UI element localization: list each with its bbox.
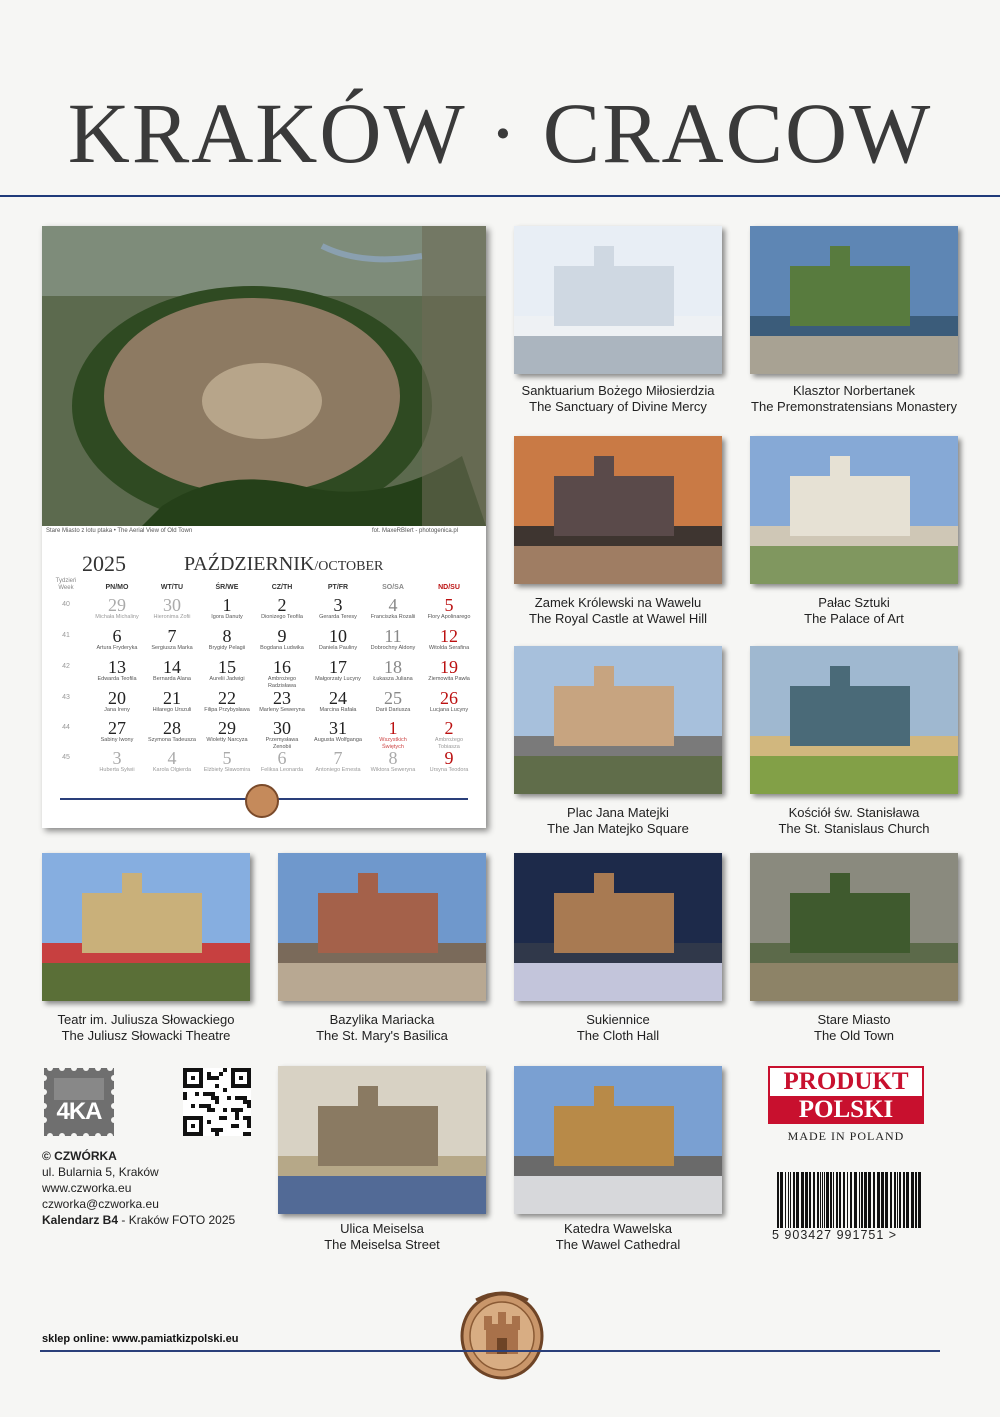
day-number: 12 <box>440 626 458 646</box>
publisher-name: © CZWÓRKA <box>42 1149 117 1163</box>
caption-english: The Royal Castle at Wawel Hill <box>529 611 707 626</box>
photo-caption <box>262 1221 502 1253</box>
name-day: Sabiny Iwony <box>100 737 134 743</box>
caption-english: The Cloth Hall <box>576 1028 660 1043</box>
photo-credit: fot. MaxeRBIert - photogenica.pl <box>372 528 459 534</box>
calendar-day <box>202 689 252 714</box>
dow-pn-mo: PN/MO <box>105 584 129 591</box>
publisher-logo <box>44 1068 114 1136</box>
photo-4 <box>750 436 958 584</box>
dow-so-sa: SO/SA <box>382 584 404 591</box>
calendar-day <box>147 627 197 652</box>
day-number: 9 <box>277 626 287 646</box>
dow-cz-th: CZ/TH <box>271 584 293 591</box>
publisher-address: ul. Bularnia 5, Kraków <box>42 1165 159 1179</box>
day-number: 14 <box>163 657 181 677</box>
photo-caption <box>734 1012 974 1044</box>
calendar-day <box>92 627 142 652</box>
qr-code[interactable] <box>183 1068 251 1136</box>
page-title: KRAKÓW · CRACOW <box>67 85 933 181</box>
photo-caption: Stare Miasto z lotu ptaka • The Aerial View of Old Town <box>46 528 193 534</box>
day-number: 2 <box>444 718 454 738</box>
calendar-day <box>202 596 252 621</box>
name-day: Igora Danuty <box>211 614 243 620</box>
photo-caption <box>26 1012 266 1044</box>
caption-english: The Wawel Cathedral <box>555 1237 681 1252</box>
name-day: Małgorzaty Lucyny <box>315 676 361 682</box>
name-day: Wiktora Seweryna <box>370 767 416 773</box>
calendar-day <box>147 658 197 683</box>
badge-line-3: MADE IN POLAND <box>787 1129 905 1143</box>
day-number: 11 <box>384 626 402 646</box>
caption-english: The Sanctuary of Divine Mercy <box>529 399 707 414</box>
day-number: 5 <box>444 595 454 615</box>
calendar-day <box>368 627 418 652</box>
calendar-day <box>92 596 142 621</box>
aerial-old-town-photo <box>42 226 486 526</box>
name-day: Gerarda Teresy <box>319 614 357 620</box>
footer-divider <box>40 1350 940 1352</box>
calendar-day <box>424 719 474 750</box>
caption-polish: Sukiennice <box>586 1012 650 1027</box>
day-number: 24 <box>329 688 347 708</box>
name-day: Elżbiety Sławomira <box>203 767 251 773</box>
product-title: - Kraków FOTO 2025 <box>118 1213 236 1227</box>
barcode-number: 5 903427 991751 > <box>772 1228 898 1242</box>
calendar-day <box>147 689 197 714</box>
name-day: Dobrochny Aldony <box>370 645 416 651</box>
photo-caption <box>734 805 974 837</box>
caption-english: The St. Stanislaus Church <box>778 821 930 836</box>
badge-line-2: POLSKI <box>768 1096 924 1124</box>
calendar-day <box>257 719 307 750</box>
day-number: 5 <box>222 748 232 768</box>
caption-english: The St. Mary's Basilica <box>316 1028 448 1043</box>
crest-icon <box>245 784 279 818</box>
calendar-day <box>368 658 418 683</box>
calendar-day <box>313 689 363 714</box>
day-number: 27 <box>108 718 126 738</box>
photo-caption <box>498 1012 738 1044</box>
calendar-day <box>202 658 252 683</box>
photo-caption <box>498 1221 738 1253</box>
calendar-year: 2025 <box>82 551 126 576</box>
dow-śr-we: ŚR/WE <box>215 584 239 591</box>
name-day: Darii Dariusza <box>375 707 411 713</box>
shop-online-link[interactable]: sklep online: www.pamiatkizpolski.eu <box>42 1333 239 1345</box>
photo-2 <box>750 226 958 374</box>
day-number: 30 <box>273 718 291 738</box>
calendar-day <box>257 596 307 621</box>
photo-5 <box>514 646 722 794</box>
publisher-email[interactable]: czworka@czworka.eu <box>42 1197 159 1211</box>
photo-caption <box>262 1012 502 1044</box>
day-number: 3 <box>333 595 343 615</box>
name-day: Marleny Seweryna <box>259 707 305 713</box>
dow-nd-su: ND/SU <box>438 584 460 591</box>
day-number: 8 <box>222 626 232 646</box>
day-number: 21 <box>163 688 181 708</box>
photo-caption <box>734 595 974 627</box>
week-number: 44 <box>62 724 70 731</box>
name-day: Ambrożego Tobiasza <box>434 737 464 750</box>
name-day: Łukasza Juliana <box>373 676 413 682</box>
name-day: Wioletty Narcyza <box>206 737 248 743</box>
name-day: Ursyna Teodora <box>429 767 469 773</box>
name-day: Bernarda Alana <box>153 676 191 682</box>
calendar-day <box>368 689 418 714</box>
name-day: Michała Michaliny <box>95 614 139 620</box>
week-number: 45 <box>62 754 70 761</box>
photo-12 <box>514 1066 722 1214</box>
name-day: Witolda Serafina <box>428 645 470 651</box>
name-day: Augusta Wolfganga <box>314 737 362 743</box>
name-day: Huberta Sylwii <box>99 767 135 773</box>
day-number: 17 <box>329 657 347 677</box>
day-number: 25 <box>384 688 402 708</box>
name-day: Artura Fryderyka <box>96 645 138 651</box>
day-number: 13 <box>108 657 126 677</box>
name-day: Ambrożego Radzisława <box>267 676 297 689</box>
name-day: Jana Ireny <box>104 707 130 713</box>
name-day: Bogdana Ludwika <box>260 645 304 651</box>
calendar-day <box>313 627 363 652</box>
day-number: 20 <box>108 688 126 708</box>
calendar-day <box>147 596 197 621</box>
publisher-website[interactable]: www.czworka.eu <box>42 1181 132 1195</box>
calendar-day <box>424 689 474 714</box>
photo-11 <box>278 1066 486 1214</box>
title-divider <box>0 195 1000 197</box>
calendar-day <box>202 719 252 744</box>
day-number: 3 <box>112 748 122 768</box>
caption-polish: Teatr im. Juliusza Słowackiego <box>57 1012 235 1027</box>
photo-caption <box>734 383 974 415</box>
day-number: 28 <box>163 718 181 738</box>
name-day: Hilarego Urszuli <box>152 707 192 713</box>
caption-polish: Pałac Sztuki <box>818 595 890 610</box>
caption-polish: Katedra Wawelska <box>564 1221 672 1236</box>
day-number: 16 <box>273 657 291 677</box>
calendar-day <box>424 627 474 652</box>
photo-6 <box>750 646 958 794</box>
name-day: Brygidy Pelagii <box>208 645 246 651</box>
day-number: 8 <box>388 748 398 768</box>
day-number: 2 <box>277 595 287 615</box>
name-day: Szymona Tadeusza <box>148 737 196 743</box>
calendar-day <box>147 749 197 774</box>
day-number: 19 <box>440 657 458 677</box>
name-day: Lucjana Lucyny <box>429 707 469 713</box>
day-number: 6 <box>277 748 287 768</box>
calendar-day <box>257 627 307 652</box>
name-day: Ziemowita Pawła <box>428 676 470 682</box>
calendar-day <box>313 749 363 774</box>
photo-3 <box>514 436 722 584</box>
day-number: 18 <box>384 657 402 677</box>
name-day: Przemysława Zenobii <box>265 737 299 750</box>
caption-english: The Palace of Art <box>804 611 904 626</box>
name-day: Wszystkich Świętych <box>379 737 407 750</box>
caption-english: The Juliusz Słowacki Theatre <box>61 1028 231 1043</box>
day-number: 6 <box>112 626 122 646</box>
name-day: Aurelii Jadwigi <box>209 676 245 682</box>
name-day: Franciszka Rozalii <box>370 614 416 620</box>
badge-line-1: PRODUKT <box>768 1066 924 1096</box>
photo-caption <box>498 805 738 837</box>
photo-10 <box>750 853 958 1001</box>
calendar-day <box>202 627 252 652</box>
day-number: 10 <box>329 626 347 646</box>
day-number: 7 <box>167 626 177 646</box>
calendar-day <box>147 719 197 744</box>
caption-polish: Plac Jana Matejki <box>567 805 669 820</box>
caption-english: The Jan Matejko Square <box>547 821 689 836</box>
caption-polish: Stare Miasto <box>817 1012 891 1027</box>
day-number: 4 <box>167 748 177 768</box>
name-day: Sergiusza Marka <box>151 645 193 651</box>
calendar-day <box>92 689 142 714</box>
week-number: 40 <box>62 601 70 608</box>
photo-caption <box>498 383 738 415</box>
day-number: 1 <box>388 718 398 738</box>
day-number: 26 <box>440 688 458 708</box>
caption-polish: Zamek Królewski na Wawelu <box>534 595 702 610</box>
name-day: Marcina Rafała <box>319 707 357 713</box>
day-number: 29 <box>108 595 126 615</box>
calendar-day <box>257 749 307 774</box>
name-day: Edwarda Teofila <box>97 676 137 682</box>
day-number: 9 <box>444 748 454 768</box>
barcode-icon <box>775 1172 925 1228</box>
calendar-day <box>424 749 474 774</box>
name-day: Daniela Pauliny <box>318 645 358 651</box>
logo-text: 4KA <box>56 1098 102 1125</box>
name-day: Dionizego Teofila <box>261 614 303 620</box>
caption-polish: Bazylika Mariacka <box>329 1012 435 1027</box>
day-number: 22 <box>218 688 236 708</box>
produkt-polski-badge <box>768 1066 924 1144</box>
week-column-header: Tydzień Week <box>55 578 77 591</box>
calendar-day <box>92 749 142 774</box>
calendar-day <box>92 658 142 683</box>
day-number: 7 <box>333 748 343 768</box>
calendar-day <box>202 749 252 774</box>
name-day: Antoniego Ernesta <box>315 767 361 773</box>
calendar-day <box>92 719 142 744</box>
photo-8 <box>278 853 486 1001</box>
day-number: 29 <box>218 718 236 738</box>
dow-pt-fr: PT/FR <box>327 584 349 591</box>
name-day: Filipa Przybysława <box>204 707 250 713</box>
day-number: 1 <box>222 595 232 615</box>
week-number: 41 <box>62 632 70 639</box>
product-code: Kalendarz B4 <box>42 1213 119 1227</box>
day-number: 4 <box>388 595 398 615</box>
photo-7 <box>42 853 250 1001</box>
day-number: 30 <box>163 595 181 615</box>
calendar-month: PAŹDZIERNIK/OCTOBER <box>184 553 384 575</box>
caption-english: The Meiselsa Street <box>324 1237 440 1252</box>
photo-9 <box>514 853 722 1001</box>
caption-polish: Sanktuarium Bożego Miłosierdzia <box>521 383 715 398</box>
caption-english: The Premonstratensians Monastery <box>751 399 957 414</box>
calendar-day <box>257 689 307 714</box>
name-day: Hieronima Zofii <box>153 614 191 620</box>
day-number: 15 <box>218 657 236 677</box>
calendar-day <box>313 719 363 744</box>
caption-polish: Klasztor Norbertanek <box>792 383 916 398</box>
calendar-day <box>313 596 363 621</box>
caption-english: The Old Town <box>814 1028 894 1043</box>
calendar-day <box>424 596 474 621</box>
name-day: Flory Apolinarego <box>427 614 471 620</box>
name-day: Karola Olgierda <box>152 767 192 773</box>
calendar-day <box>368 749 418 774</box>
calendar-day <box>313 658 363 683</box>
caption-polish: Ulica Meiselsa <box>340 1221 424 1236</box>
day-number: 31 <box>329 718 347 738</box>
photo-caption <box>498 595 738 627</box>
day-number: 23 <box>273 688 291 708</box>
publisher-info <box>42 1148 235 1228</box>
week-number: 42 <box>62 663 70 670</box>
krakow-crest-icon <box>456 1288 548 1380</box>
calendar-day <box>368 596 418 621</box>
week-number: 43 <box>62 694 70 701</box>
photo-1 <box>514 226 722 374</box>
dow-wt-tu: WT/TU <box>160 584 184 591</box>
caption-polish: Kościół św. Stanisława <box>788 805 920 820</box>
calendar-day <box>424 658 474 683</box>
calendar-day <box>368 719 418 750</box>
name-day: Feliksa Leonarda <box>260 767 304 773</box>
calendar-day <box>257 658 307 689</box>
